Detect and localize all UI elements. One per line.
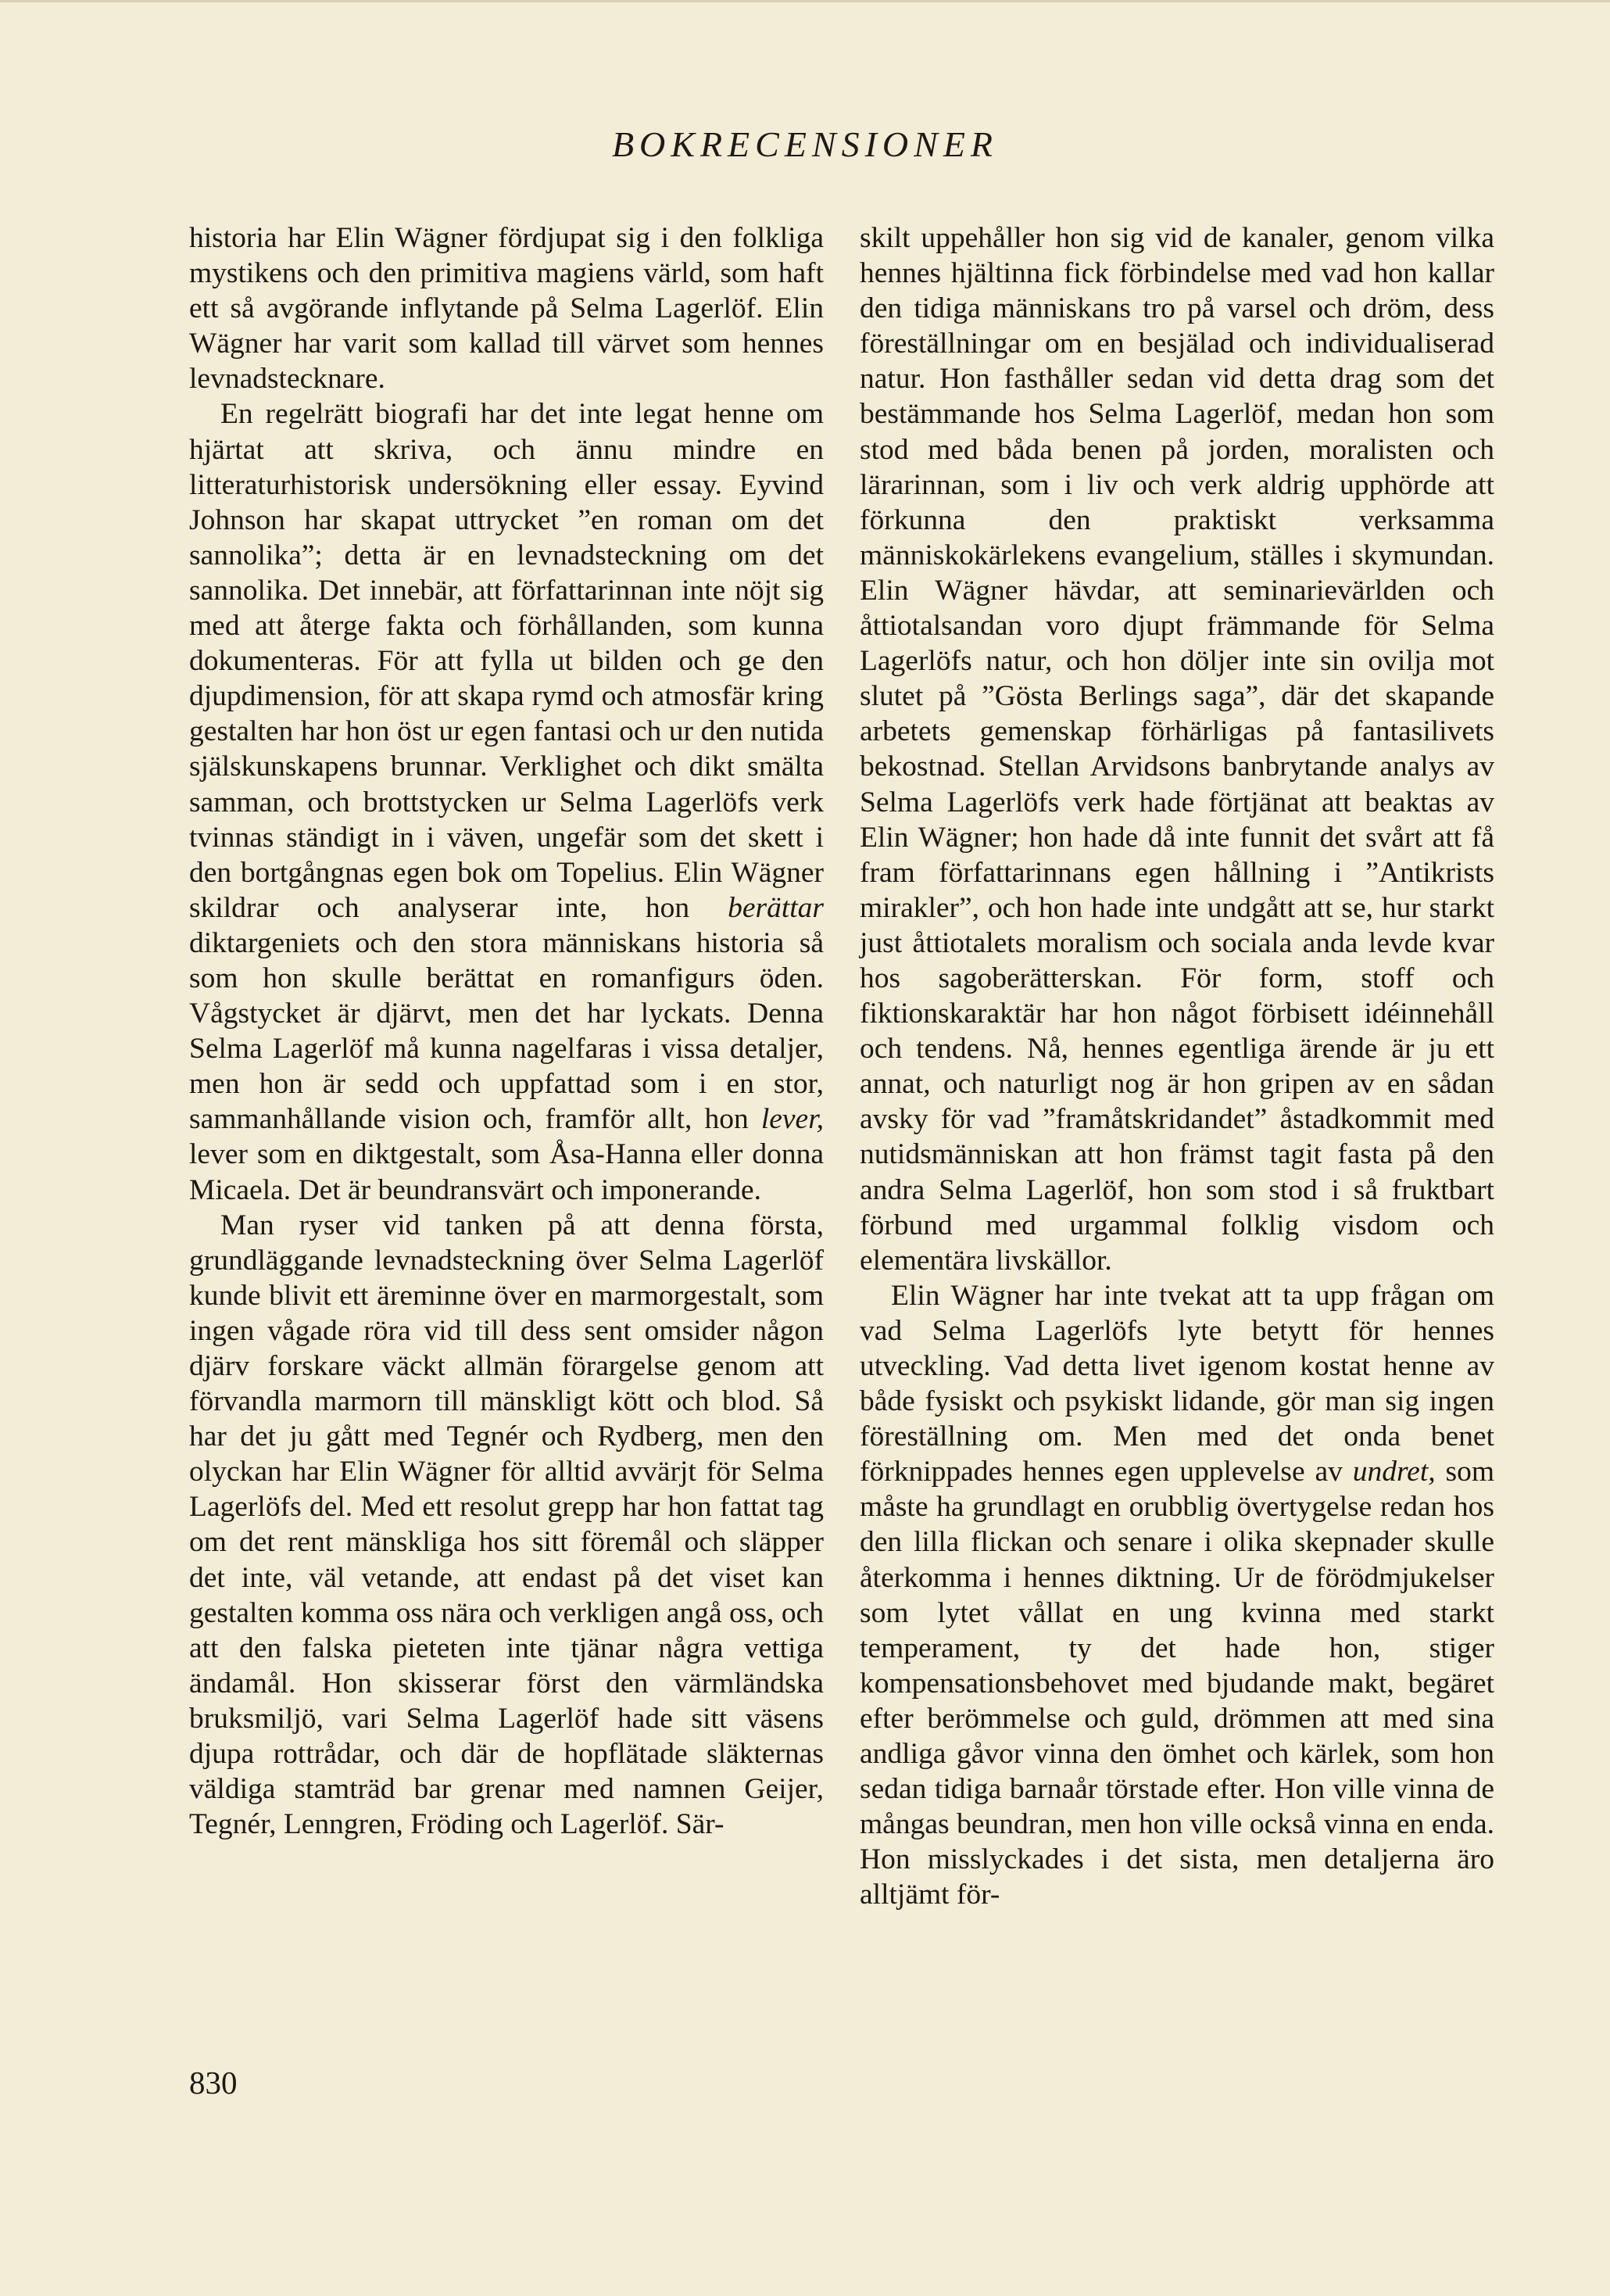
paragraph-text: lever som en diktgestalt, som Åsa-Hanna eller donna Micaela. Det är beundransvärt och imponerande. (189, 1138, 824, 1206)
paragraph-text: En regelrätt biografi har det inte legat henne om hjärtat att skriva, och ännu mindre en litteraturhistorisk undersökning eller essay. Eyvind Johnson har skapat uttrycket ”en roman om det sannolika”; detta är en levnadsteckning om det sannolika. Det innebär, att författarinnan inte nöjt sig med att återge fakta och förhållanden, som kunna dokumenteras. För att fylla ut bilden och ge den djupdimension, för att skapa rymd och atmosfär kring gestalten har hon öst ur egen fantasi och ur den nutida själskunskapens brunnar. Verklighet och dikt smälta samman, och brottstycken ur Selma Lagerlöfs verk tvinnas ständigt in i väven, ungefär som det skett i den bortgångnas egen bok om Topelius. Elin Wägner skildrar och analyserar inte, hon (189, 398, 824, 924)
paragraph (860, 220, 1494, 1278)
running-head: BOKRECENSIONER (611, 124, 999, 164)
paragraph-text: Man ryser vid tanken på att denna första, grundläggande levnadsteckning över Selma Lagerlöf kunde blivit ett äreminne över en marmorgestalt, som ingen vågade röra vid till dess sent omsider någon djärv forskare väckt allmän förargelse genom att förvandla marmorn till mänskligt kött och blod. Så har det ju gått med Tegnér och Rydberg, men den olyckan har Elin Wägner för alltid avvärjt för Selma Lagerlöfs del. Med ett resolut grepp har hon fattat tag om det rent mänskliga hos sitt föremål och släpper det inte, väl vetande, att endast på det viset kan gestalten komma oss nära och verkligen angå oss, och att den falska pieteten inte tjänar några vettiga ändamål. Hon skisserar först den värmländska bruksmiljö, vari Selma Lagerlöf hade sitt väsens djupa rottrådar, och där de hopflätade släkternas väldiga stamträd bar grenar med namnen Geijer, Tegnér, Lenngren, Fröding och Lagerlöf. Sär- (189, 1209, 824, 1841)
paragraph (860, 1278, 1494, 1913)
paragraph-text: diktargeniets och den stora människans historia så som hon skulle berättat en romanfigurs öden. Vågstycket är djärvt, men det har lyckats. Denna Selma Lagerlöf må kunna nagelfaras i vissa detaljer, men hon är sedd och uppfattad som i en stor, sammanhållande vision och, framför allt, hon (189, 926, 824, 1136)
page-number: 830 (189, 2065, 238, 2101)
paragraph (189, 220, 824, 396)
paragraph (189, 1208, 824, 1843)
italic-word: undret, (1352, 1456, 1436, 1488)
italic-word: lever, (760, 1103, 825, 1136)
paragraph-text: historia har Elin Wägner fördjupat sig i den folkliga mystikens och den primitiva magiens värld, som haft ett så avgörande inflytande på Selma Lagerlöf. Elin Wägner har varit som kallad till värvet som hennes levnadstecknare. (189, 222, 824, 396)
left-column (189, 220, 824, 1842)
right-column (860, 220, 1494, 1913)
scan-edge (0, 0, 1610, 2)
paragraph-text: Elin Wägner har inte tvekat att ta upp frågan om vad Selma Lagerlöfs lyte betytt för hennes utveckling. Vad detta livet igenom kostat henne av både fysiskt och psykiskt lidande, gör man sig ingen föreställning om. Men med det onda benet förknippades hennes egen upplevelse av (860, 1279, 1494, 1488)
paragraph-text: skilt uppehåller hon sig vid de kanaler, genom vilka hennes hjältinna fick förbindelse med vad hon kallar den tidiga människans tro på varsel och dröm, dess föreställningar om en besjälad och individualiserad natur. Hon fasthåller sedan vid detta drag som det bestämmande hos Selma Lagerlöf, medan hon som stod med båda benen på jorden, moralisten och lärarinnan, som i liv och verk aldrig upphörde att förkunna den praktiskt verksamma människokärlekens evangelium, ställes i skymundan. Elin Wägner hävdar, att seminarievärlden och åttiotalsandan voro djupt främmande för Selma Lagerlöfs natur, och hon döljer inte sin ovilja mot slutet på ”Gösta Berlings saga”, där det skapande arbetets gemenskap förhärligas på fantasilivets bekostnad. Stellan Arvidsons banbrytande analys av Selma Lagerlöfs verk hade förtjänat att beaktas av Elin Wägner; hon hade då inte funnit det svårt att få fram författarinnans egen hållning i ”Antikrists mirakler”, och hon hade inte undgått att se, hur starkt just åttiotalets moralism och sociala anda levde kvar hos sagoberätterskan. För form, stoff och fiktionskaraktär har hon något förbisett idéinnehåll och tendens. Nå, hennes egentliga ärende är ju ett annat, och naturligt nog är hon gripen av en sådan avsky för vad ”framåtskridandet” åstadkommit med nutidsmänniskan att hon främst tagit fasta på den andra Selma Lagerlöf, hon som stod i så fruktbart förbund med urgammal folklig visdom och elementära livskällor. (860, 222, 1494, 1277)
paragraph (189, 396, 824, 1207)
italic-word: berättar (728, 891, 824, 924)
paragraph-text: som måste ha grundlagt en orubblig övertygelse redan hos den lilla flickan och senare i olika skepnader skulle återkomma i hennes diktning. Ur de förödmjukelser som lytet vållat en ung kvinna med starkt temperament, ty det hade hon, stiger kompensationsbehovet med bjudande makt, begäret efter berömmelse och guld, drömmen att med sina andliga gåvor vinna den ömhet och kärlek, som hon sedan tidiga barnaår törstade efter. Hon ville vinna de mångas beundran, men hon ville också vinna en enda. Hon misslyckades i det sista, men detaljerna äro alltjämt för- (860, 1456, 1494, 1911)
